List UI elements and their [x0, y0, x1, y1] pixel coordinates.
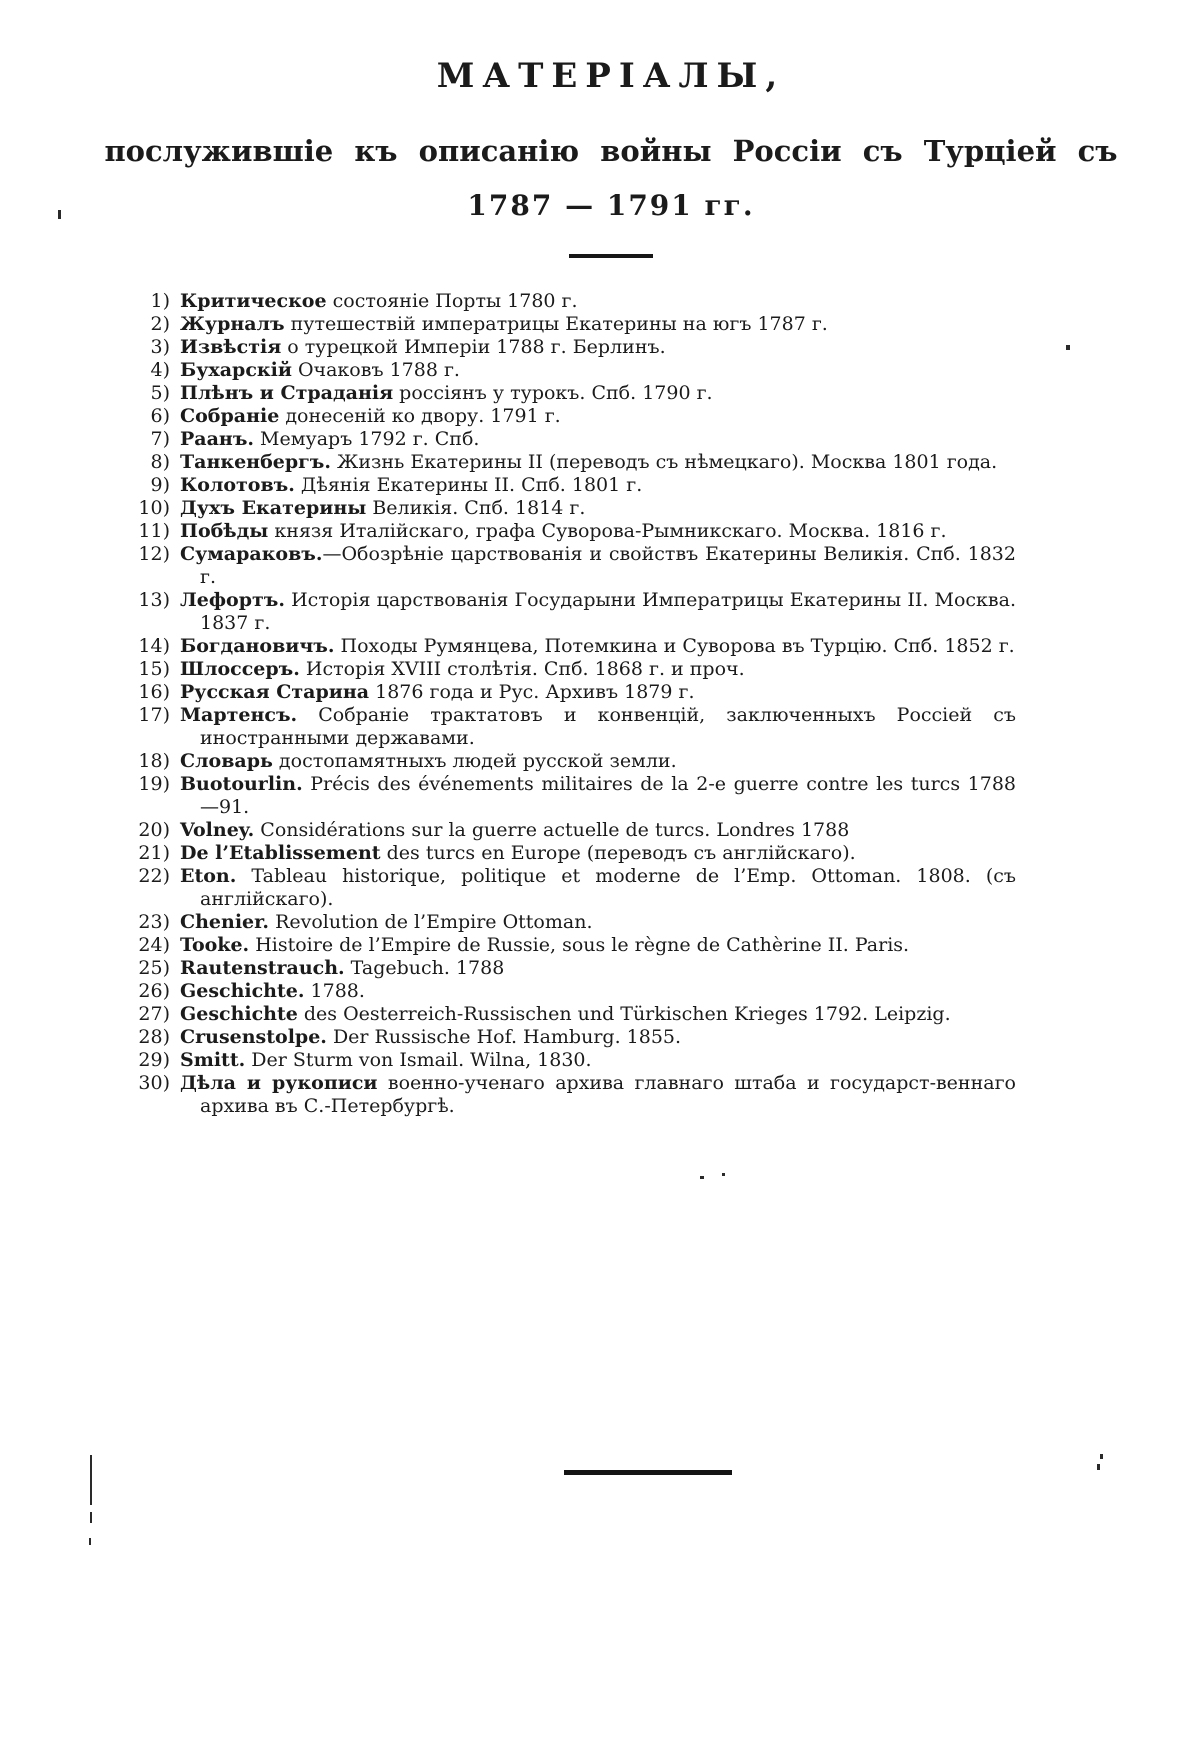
entry-number: 10): [138, 496, 170, 519]
entry-number: 6): [150, 404, 170, 427]
entry-title: Извѣстія: [180, 335, 282, 358]
entry-title: Русская Старина: [180, 680, 370, 703]
list-item: [110, 520, 1016, 543]
entry-detail: Жизнь Екатерины II (переводъ съ нѣмецкаго). Москва 1801 года.: [330, 450, 998, 473]
scan-artifact: [90, 1455, 92, 1505]
list-item: [110, 290, 1016, 313]
entry-number: 7): [150, 427, 170, 450]
entry-detail: —Обозрѣніе царствованія и свойствъ Екатерины Великія. Спб. 1832 г.: [200, 542, 1016, 588]
entry-number: 16): [138, 680, 170, 703]
entry-title: Бухарскій: [180, 358, 292, 381]
entry-text: [180, 773, 1016, 819]
entry-text: [180, 865, 1016, 911]
entry-detail: Précis des événements militaires de la 2-e guerre contre les turcs 1788—91.: [200, 772, 1016, 818]
page-subtitle: послужившіе къ описанію войны Россіи съ Турціей съ: [104, 134, 1118, 169]
entry-text: [180, 290, 1016, 313]
entry-text: [180, 704, 1016, 750]
entry-detail: военно-ученаго архива главнаго штаба и государст-веннаго архива въ С.-Петербургѣ.: [200, 1071, 1016, 1117]
entry-text: [180, 1003, 1016, 1026]
entry-title: Словарь: [180, 749, 273, 772]
list-item: [110, 911, 1016, 934]
list-item: [110, 382, 1016, 405]
scan-artifact: [700, 1176, 704, 1179]
entry-number: 20): [138, 818, 170, 841]
list-item: [110, 957, 1016, 980]
entry-detail: Великія. Спб. 1814 г.: [366, 496, 586, 519]
page-subtitle-years: 1787 — 1791 гг.: [467, 188, 755, 222]
entry-title: Buotourlin.: [180, 772, 303, 795]
list-item: [110, 313, 1016, 336]
entry-title: Crusenstolpe.: [180, 1025, 327, 1048]
entry-text: [180, 980, 1016, 1003]
entry-text: [180, 313, 1016, 336]
entry-text: [180, 405, 1016, 428]
list-item: [110, 704, 1016, 750]
entry-text: [180, 1072, 1016, 1118]
entry-detail: россіянъ у турокъ. Спб. 1790 г.: [393, 381, 713, 404]
entry-number: 3): [150, 335, 170, 358]
list-item: [110, 773, 1016, 819]
entry-detail: Собраніе трактатовъ и конвенцій, заключенныхъ Россіей съ иностранными державами.: [200, 703, 1016, 749]
entry-text: [180, 428, 1016, 451]
entry-title: Танкенбергъ.: [180, 450, 331, 473]
entry-text: [180, 911, 1016, 934]
list-item: [110, 451, 1016, 474]
list-item: [110, 474, 1016, 497]
entry-text: [180, 497, 1016, 520]
list-item: [110, 980, 1016, 1003]
entry-text: [180, 658, 1016, 681]
list-item: [110, 359, 1016, 382]
entry-detail: Considérations sur la guerre actuelle de turcs. Londres 1788: [254, 818, 850, 841]
entry-text: [180, 382, 1016, 405]
entry-text: [180, 451, 1016, 474]
entry-number: 29): [138, 1048, 170, 1071]
page-title: МАТЕРІАЛЫ,: [436, 56, 786, 96]
entry-detail: Исторія царствованія Государыни Императрицы Екатерины II. Москва. 1837 г.: [200, 588, 1016, 634]
page-header: [22, 0, 1200, 258]
list-item: [110, 497, 1016, 520]
entry-title: Eton.: [180, 864, 237, 887]
list-item: [110, 635, 1016, 658]
title-divider: [569, 254, 653, 258]
entry-detail: путешествій императрицы Екатерины на югъ 1787 г.: [284, 312, 828, 335]
entry-title: Сумараковъ.: [180, 542, 323, 565]
entry-title: Volney.: [180, 818, 255, 841]
entry-number: 27): [138, 1002, 170, 1025]
entry-text: [180, 359, 1016, 382]
entry-number: 4): [150, 358, 170, 381]
entry-detail: о турецкой Имперіи 1788 г. Берлинъ.: [281, 335, 666, 358]
entry-detail: 1876 года и Рус. Архивъ 1879 г.: [369, 680, 695, 703]
entry-number: 9): [150, 473, 170, 496]
scan-artifact: [58, 210, 61, 219]
list-item: [110, 865, 1016, 911]
entry-text: [180, 1026, 1016, 1049]
entry-detail: Мемуаръ 1792 г. Спб.: [254, 427, 480, 450]
entry-title: Дѣла и рукописи: [180, 1071, 378, 1094]
list-item: [110, 543, 1016, 589]
entry-text: [180, 750, 1016, 773]
scan-artifact: [1066, 345, 1070, 350]
footer-divider: [564, 1470, 732, 1475]
entry-detail: Tagebuch. 1788: [344, 956, 505, 979]
entry-number: 8): [150, 450, 170, 473]
list-item: [110, 681, 1016, 704]
entry-number: 28): [138, 1025, 170, 1048]
list-item: [110, 428, 1016, 451]
entry-title: Критическое: [180, 289, 327, 312]
scan-artifact: [1097, 1464, 1100, 1470]
entry-number: 2): [150, 312, 170, 335]
list-item: [110, 658, 1016, 681]
entry-detail: Tableau historique, politique et moderne de l’Emp. Ottoman. 1808. (съ англійскаго).: [200, 864, 1016, 910]
entry-text: [180, 819, 1016, 842]
entry-title: Духъ Екатерины: [180, 496, 367, 519]
entry-number: 21): [138, 841, 170, 864]
entry-detail: Очаковъ 1788 г.: [291, 358, 460, 381]
list-item: [110, 819, 1016, 842]
entry-title: Раанъ.: [180, 427, 255, 450]
entry-detail: Дѣянія Екатерины II. Спб. 1801 г.: [294, 473, 643, 496]
entry-number: 23): [138, 910, 170, 933]
entry-text: [180, 520, 1016, 543]
entry-number: 1): [150, 289, 170, 312]
entry-text: [180, 681, 1016, 704]
entry-text: [180, 589, 1016, 635]
entry-number: 19): [138, 772, 170, 795]
entry-detail: Der Russische Hof. Hamburg. 1855.: [326, 1025, 682, 1048]
entry-detail: достопамятныхъ людей русской земли.: [272, 749, 677, 772]
entry-title: Колотовъ.: [180, 473, 295, 496]
entry-number: 24): [138, 933, 170, 956]
entry-text: [180, 543, 1016, 589]
entry-detail: Исторія XVIII столѣтія. Спб. 1868 г. и проч.: [299, 657, 745, 680]
entry-text: [180, 842, 1016, 865]
list-item: [110, 750, 1016, 773]
entry-title: Плѣнъ и Страданія: [180, 381, 394, 404]
materials-list: [110, 290, 1016, 1118]
list-item: [110, 1026, 1016, 1049]
entry-title: Мартенсъ.: [180, 703, 298, 726]
entry-title: Журналъ: [180, 312, 285, 335]
list-item: [110, 1003, 1016, 1026]
entry-text: [180, 957, 1016, 980]
entry-number: 26): [138, 979, 170, 1002]
entry-title: Лефортъ.: [180, 588, 285, 611]
entry-title: Шлоссеръ.: [180, 657, 300, 680]
entry-title: Богдановичъ.: [180, 634, 335, 657]
entry-text: [180, 474, 1016, 497]
entry-title: Geschichte: [180, 1002, 298, 1025]
list-item: [110, 842, 1016, 865]
entry-number: 11): [138, 519, 170, 542]
entry-number: 12): [138, 542, 170, 565]
entry-title: Побѣды: [180, 519, 269, 542]
entry-number: 5): [150, 381, 170, 404]
scan-artifact: [722, 1173, 725, 1176]
entry-detail: Histoire de l’Empire de Russie, sous le règne de Cathèrine II. Paris.: [249, 933, 910, 956]
entry-number: 15): [138, 657, 170, 680]
entry-title: Smitt.: [180, 1048, 246, 1071]
entry-number: 13): [138, 588, 170, 611]
entry-title: Tooke.: [180, 933, 250, 956]
entry-number: 18): [138, 749, 170, 772]
entry-text: [180, 1049, 1016, 1072]
entry-detail: донесеній ко двору. 1791 г.: [279, 404, 561, 427]
entry-title: Chenier.: [180, 910, 270, 933]
entry-text: [180, 635, 1016, 658]
entry-title: Rautenstrauch.: [180, 956, 345, 979]
list-item: [110, 336, 1016, 359]
entry-number: 30): [138, 1071, 170, 1094]
list-item: [110, 1072, 1016, 1118]
entry-detail: Der Sturm von Ismail. Wilna, 1830.: [245, 1048, 592, 1071]
entry-text: [180, 934, 1016, 957]
scan-artifact: [90, 1512, 92, 1523]
entry-number: 17): [138, 703, 170, 726]
entry-title: De l’Etablissement: [180, 841, 381, 864]
entry-title: Собраніе: [180, 404, 280, 427]
list-item: [110, 1049, 1016, 1072]
list-item: [110, 405, 1016, 428]
scan-artifact: [89, 1538, 91, 1545]
entry-detail: состояніе Порты 1780 г.: [326, 289, 578, 312]
entry-detail: князя Италійскаго, графа Суворова-Рымникскаго. Москва. 1816 г.: [268, 519, 947, 542]
entry-number: 14): [138, 634, 170, 657]
entry-detail: des turcs en Europe (переводъ съ англійскаго).: [380, 841, 856, 864]
entry-detail: 1788.: [304, 979, 365, 1002]
list-item: [110, 589, 1016, 635]
entry-number: 25): [138, 956, 170, 979]
scan-artifact: [1100, 1454, 1103, 1459]
entry-detail: Revolution de l’Empire Ottoman.: [269, 910, 593, 933]
list-item: [110, 934, 1016, 957]
entry-number: 22): [138, 864, 170, 887]
entry-text: [180, 336, 1016, 359]
entry-detail: des Oesterreich-Russischen und Türkischen Krieges 1792. Leipzig.: [297, 1002, 951, 1025]
entry-detail: Походы Румянцева, Потемкина и Суворова въ Турцію. Спб. 1852 г.: [334, 634, 1015, 657]
entry-title: Geschichte.: [180, 979, 305, 1002]
